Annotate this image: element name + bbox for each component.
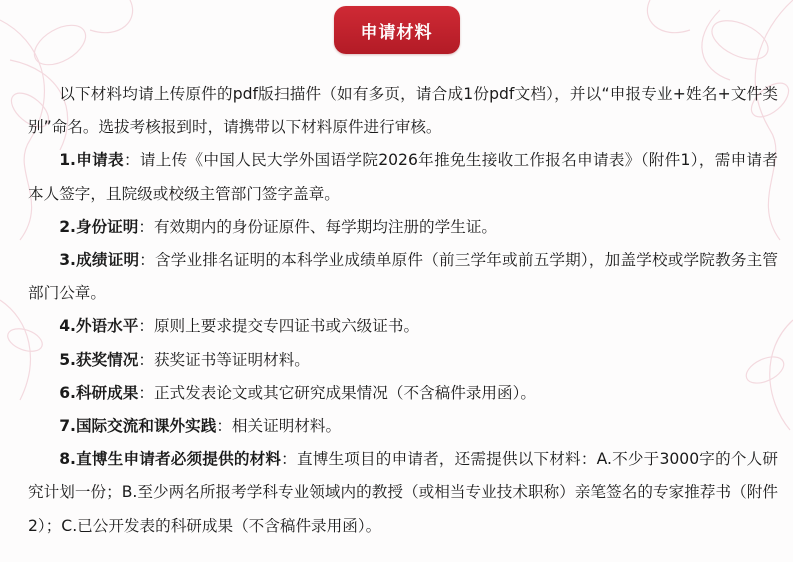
material-item-label: 8.直博生申请者必须提供的材料 [59, 450, 282, 469]
material-item-text: 有效期内的身份证原件、每学期均注册的学生证。 [153, 217, 498, 236]
material-item-separator: ： [138, 350, 154, 369]
material-item-separator: ： [138, 217, 154, 236]
material-item-text: 原则上要求提交专四证书或六级证书。 [153, 317, 420, 336]
material-item-label: 2.身份证明 [59, 217, 139, 236]
material-item-separator: ： [139, 251, 156, 270]
material-item-separator: ： [216, 417, 232, 436]
material-item-text: 正式发表论文或其它研究成果情况（不含稿件录用函）。 [153, 383, 536, 402]
material-item-label: 4.外语水平 [59, 317, 139, 336]
material-item-separator: ： [138, 317, 154, 336]
material-item-label: 6.科研成果 [59, 383, 139, 402]
material-item-text: 直博生项目的申请者，还需提供以下材料：A.不少于3000字的个人研究计划一份；B.至少两名所报考学科专业领域内的教授（或相当专业技术职称）亲笔签名的专家推荐书（附件2）；C.已公开发表的科研成果（不含稿件录用函）。 [28, 450, 778, 535]
materials-content [28, 78, 778, 543]
material-item-label: 1.申请表 [59, 151, 124, 170]
material-item [28, 443, 778, 543]
material-item [28, 310, 778, 343]
material-item-text: 含学业排名证明的本科学业成绩单原件（前三学年或前五学期），加盖学校或学院教务主管部门公章。 [28, 251, 778, 303]
material-item [28, 410, 778, 443]
header [0, 6, 793, 54]
material-item-text: 请上传《中国人民大学外国语学院2026年推免生接收工作报名申请表》（附件1），需申请者本人签字，且院级或校级主管部门签字盖章。 [28, 151, 778, 203]
section-title-badge: 申请材料 [334, 6, 460, 54]
material-item-separator: ： [123, 151, 140, 170]
material-item-separator: ： [138, 383, 154, 402]
material-item [28, 144, 778, 210]
material-item-label: 7.国际交流和课外实践 [59, 417, 217, 436]
material-item-separator: ： [281, 450, 297, 469]
material-item-label: 5.获奖情况 [59, 350, 139, 369]
material-item [28, 244, 778, 310]
material-item [28, 344, 778, 377]
material-item [28, 377, 778, 410]
material-item [28, 211, 778, 244]
material-item-text: 相关证明材料。 [231, 417, 342, 436]
material-item-text: 获奖证书等证明材料。 [153, 350, 310, 369]
material-item-label: 3.成绩证明 [59, 251, 140, 270]
intro-paragraph: 以下材料均请上传原件的pdf版扫描件（如有多页，请合成1份pdf文档），并以“申报专业+姓名+文件类别”命名。选拔考核报到时，请携带以下材料原件进行审核。 [28, 85, 778, 137]
